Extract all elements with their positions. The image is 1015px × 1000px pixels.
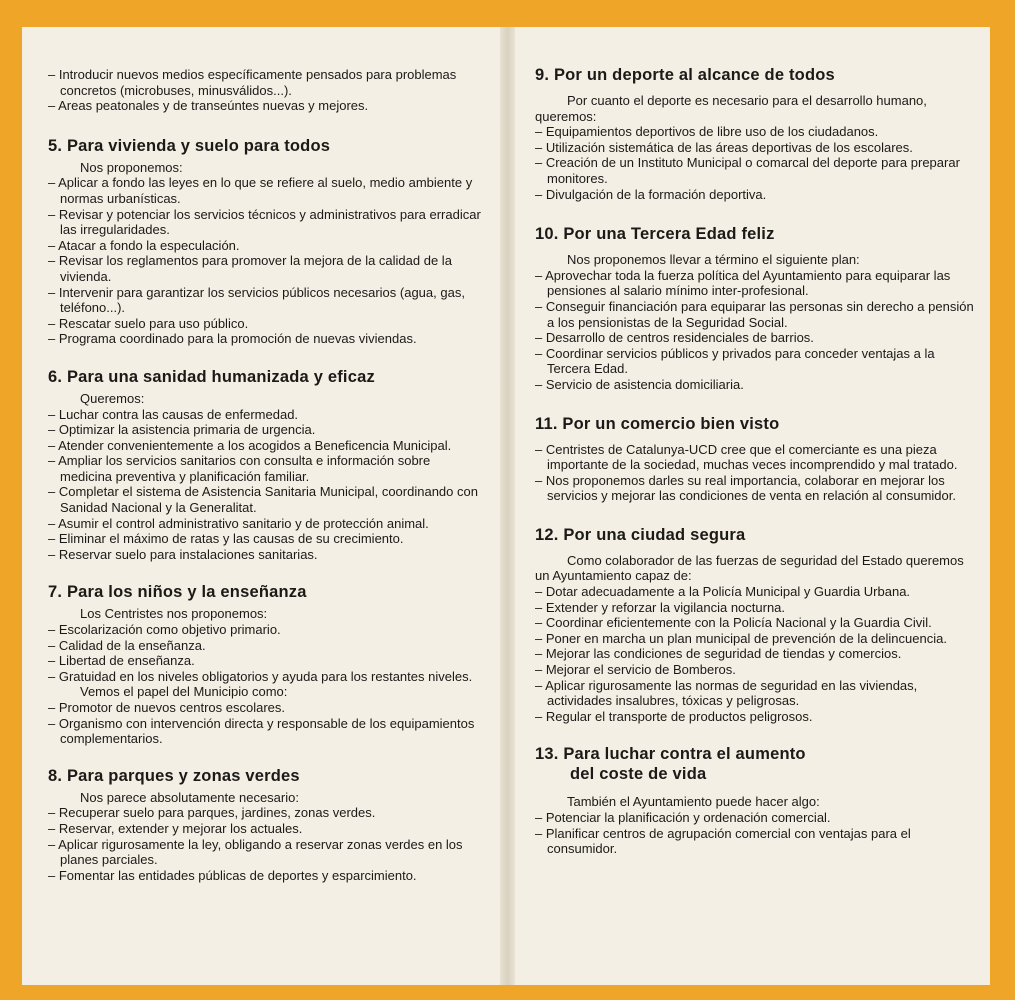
list-item: – Coordinar eficientemente con la Policía Nacional y la Guardia Civil. [535,615,978,631]
bullet-list [48,175,484,347]
section-13-title [535,744,978,784]
section-8-title: 8. Para parques y zonas verdes [48,766,300,785]
section-10-intro: Nos proponemos llevar a término el siguiente plan: [567,252,860,268]
page-fold [500,27,515,985]
section-11 [535,414,978,504]
bullet-list [535,584,978,724]
section-5-title: 5. Para vivienda y suelo para todos [48,136,331,155]
section-13-title-line2: del coste de vida [570,765,707,784]
list-item: – Atender convenientemente a los acogidos a Beneficencia Municipal. [48,438,484,454]
list-item: – Utilización sistemática de las áreas deportivas de los escolares. [535,140,978,156]
carryover-list [48,67,484,114]
section-10-title: 10. Por una Tercera Edad feliz [535,225,775,244]
section-13-intro: También el Ayuntamiento puede hacer algo: [567,794,820,810]
section-9 [535,65,978,202]
list-item: – Atacar a fondo la especulación. [48,238,484,254]
list-item: – Libertad de enseñanza. [48,653,484,669]
list-item: – Nos proponemos darles su real importancia, colaborar en mejorar los servicios y mejorar las condiciones de venta en relación al consumidor. [535,473,978,504]
section-10 [535,224,978,392]
list-item: – Planificar centros de agrupación comercial con ventajas para el consumidor. [535,826,978,857]
list-item: – Asumir el control administrativo sanitario y de protección animal. [48,516,484,532]
section-8-intro: Nos parece absolutamente necesario: [80,789,299,805]
list-item: – Mejorar las condiciones de seguridad de tiendas y comercios. [535,646,978,662]
section-7-intro-2: Vemos el papel del Municipio como: [80,684,288,700]
section-13 [535,744,978,856]
list-item: – Aplicar rigurosamente la ley, obligando a reservar zonas verdes en los planes parciales. [48,837,484,868]
section-13-title-line1: 13. Para luchar contra el aumento [535,745,806,764]
list-item: – Reservar, extender y mejorar los actuales. [48,821,484,837]
bullet-list [535,268,978,393]
list-item: – Intervenir para garantizar los servicios públicos necesarios (agua, gas, teléfono...). [48,285,484,316]
list-item: – Centristes de Catalunya-UCD cree que el comerciante es una pieza importante de la sociedad, muchas veces incomprendido y mal tratado. [535,442,978,473]
bullet-list [48,67,484,114]
list-item: – Completar el sistema de Asistencia Sanitaria Municipal, coordinando con Sanidad Nacional y la Generalitat. [48,484,484,515]
list-item: – Servicio de asistencia domiciliaria. [535,377,978,393]
bullet-list [48,407,484,563]
list-item: – Eliminar el máximo de ratas y las causas de su crecimiento. [48,531,484,547]
list-item: – Fomentar las entidades públicas de deportes y esparcimiento. [48,868,484,884]
list-item: – Introducir nuevos medios específicamente pensados para problemas concretos (microbuses, minusválidos...). [48,67,484,98]
section-9-title: 9. Por un deporte al alcance de todos [535,66,835,84]
list-item: – Dotar adecuadamente a la Policía Municipal y Guardia Urbana. [535,584,978,600]
left-page [22,27,500,985]
list-item: – Programa coordinado para la promoción de nuevas viviendas. [48,331,484,347]
list-item: – Gratuidad en los niveles obligatorios y ayuda para los restantes niveles. [48,669,484,685]
list-item: – Aplicar rigurosamente las normas de seguridad en las viviendas, actividades insalubres, tóxicas y peligrosas. [535,678,978,709]
list-item: – Reservar suelo para instalaciones sanitarias. [48,547,484,563]
list-item: – Poner en marcha un plan municipal de prevención de la delincuencia. [535,631,978,647]
list-item: – Promotor de nuevos centros escolares. [48,700,484,716]
section-12-title: 12. Por una ciudad segura [535,525,746,544]
section-5 [48,136,484,347]
list-item: – Mejorar el servicio de Bomberos. [535,662,978,678]
list-item: – Aprovechar toda la fuerza política del Ayuntamiento para equiparar las pensiones al salario mínimo inter-profesional. [535,268,978,299]
bullet-list [48,805,484,883]
list-item: – Creación de un Instituto Municipal o comarcal del deporte para preparar monitores. [535,155,978,186]
section-12-intro: Como colaborador de las fuerzas de seguridad del Estado queremos un Ayuntamiento capaz de: [535,552,964,584]
list-item: – Ampliar los servicios sanitarios con consulta e información sobre medicina preventiva y planificación familiar. [48,453,484,484]
list-item: – Potenciar la planificación y ordenación comercial. [535,810,978,826]
list-item: – Organismo con intervención directa y responsable de los equipamientos complementarios. [48,716,484,747]
list-item: – Revisar y potenciar los servicios técnicos y administrativos para erradicar las irregularidades. [48,207,484,238]
section-8 [48,766,484,884]
list-item: – Desarrollo de centros residenciales de barrios. [535,330,978,346]
section-6-title: 6. Para una sanidad humanizada y eficaz [48,367,375,386]
list-item: – Revisar los reglamentos para promover la mejora de la calidad de la vivienda. [48,253,484,284]
section-6 [48,367,484,563]
list-item: – Escolarización como objetivo primario. [48,622,484,638]
section-7-title: 7. Para los niños y la enseñanza [48,583,307,602]
bullet-list [535,442,978,504]
list-item: – Conseguir financiación para equiparar las personas sin derecho a pensión a los pensionistas de la Seguridad Social. [535,299,978,330]
list-item: – Recuperar suelo para parques, jardines, zonas verdes. [48,805,484,821]
section-9-intro: Por cuanto el deporte es necesario para el desarrollo humano, queremos: [535,93,927,124]
section-12 [535,525,978,725]
section-7 [48,582,484,746]
section-5-intro: Nos proponemos: [80,159,183,175]
list-item: – Aplicar a fondo las leyes en lo que se refiere al suelo, medio ambiente y normas urbanísticas. [48,175,484,206]
bullet-list [535,810,978,857]
list-item: – Coordinar servicios públicos y privados para conceder ventajas a la Tercera Edad. [535,346,978,377]
list-item: – Rescatar suelo para uso público. [48,316,484,332]
right-page [515,27,990,985]
list-item: – Extender y reforzar la vigilancia nocturna. [535,600,978,616]
list-item: – Calidad de la enseñanza. [48,638,484,654]
list-item: – Optimizar la asistencia primaria de urgencia. [48,422,484,438]
list-item: – Areas peatonales y de transeúntes nuevas y mejores. [48,98,484,114]
list-item: – Divulgación de la formación deportiva. [535,187,978,203]
section-7-intro: Los Centristes nos proponemos: [80,606,268,622]
list-item: – Luchar contra las causas de enfermedad. [48,407,484,423]
bullet-list [48,700,484,747]
section-6-intro: Queremos: [80,390,145,406]
bullet-list [48,622,484,684]
list-item: – Regular el transporte de productos peligrosos. [535,709,978,725]
list-item: – Equipamientos deportivos de libre uso de los ciudadanos. [535,124,978,140]
bullet-list [535,124,978,202]
section-11-title: 11. Por un comercio bien visto [535,414,780,433]
